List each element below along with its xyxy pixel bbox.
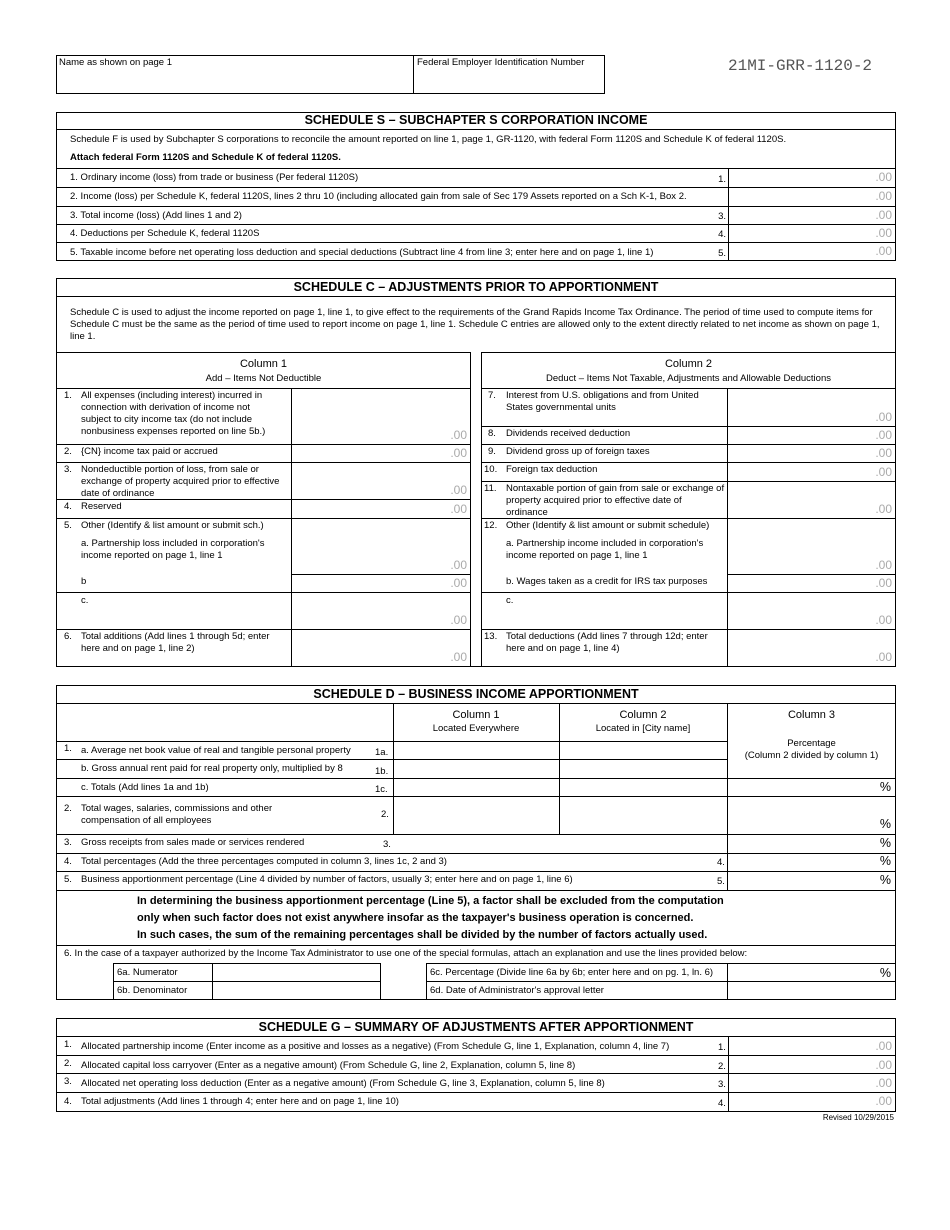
c-left-amount-1[interactable]: .00: [450, 428, 467, 442]
c-left-n4: 4.: [64, 501, 72, 512]
c-left-5b: b: [81, 576, 87, 587]
d-notice-1: In determining the business apportionment percentage (Line 5), a factor shall be excluded from the computation: [137, 895, 724, 907]
c-right-n12: 12.: [484, 520, 498, 531]
g-amount-2[interactable]: .00: [875, 1058, 892, 1072]
d-6b-label: 6b. Denominator: [117, 985, 188, 996]
g-amount-3[interactable]: .00: [875, 1076, 892, 1090]
fein-label: Federal Employer Identification Number: [417, 57, 585, 68]
c-left-3: Nondeductible portion of loss, from sale or exchange of property acquired prior to effective date of ordinance: [81, 464, 280, 499]
c-left-6: Total additions (Add lines 1 through 5d; enter here and on page 1, line 2): [81, 631, 270, 654]
c-left-5: Other (Identify & list amount or submit sch.): [81, 520, 264, 531]
d-line-5: Business apportionment percentage (Line 4 divided by number of factors, usually 3; enter here and on page 1, line 6): [81, 874, 573, 885]
schedule-d-title: SCHEDULE D – BUSINESS INCOME APPORTIONMENT: [313, 687, 639, 701]
c-left-amount-5c[interactable]: .00: [450, 613, 467, 627]
d-ref-4: 4.: [717, 857, 725, 868]
s-line-4: 4. Deductions per Schedule K, federal 1120S: [70, 228, 260, 239]
s-line-2: 2. Income (loss) per Schedule K, federal 1120S, lines 2 thru 10 (including allocated gain from sale of Sec 179 Assets reported on a Sch K-1, Box 2.: [70, 191, 687, 202]
d-n4: 4.: [64, 856, 72, 867]
d-ref-1b: 1b.: [375, 766, 389, 777]
c-right-amount-9[interactable]: .00: [875, 446, 892, 460]
c-left-amount-5a[interactable]: .00: [450, 558, 467, 572]
s-amount-4[interactable]: .00: [875, 226, 892, 240]
g-line-2: Allocated capital loss carryover (Enter as a negative amount) (From Schedule G, line 2, Explanation, column 5, line 8): [81, 1060, 576, 1071]
c-left-5c: c.: [81, 595, 89, 606]
d-ref-1c: 1c.: [375, 784, 388, 795]
c-right-amount-11[interactable]: .00: [875, 502, 892, 516]
c-right-9: Dividend gross up of foreign taxes: [506, 446, 650, 457]
d-line-6: 6. In the case of a taxpayer authorized by the Income Tax Administrator to use one of the special formulas, attach an explanation and use the lines provided below:: [64, 948, 748, 959]
s-amount-3[interactable]: .00: [875, 208, 892, 222]
d-pct-4[interactable]: %: [879, 854, 891, 868]
c-left-1: All expenses (including interest) incurred in connection with derivation of income not subject to city income tax (do not include nonbusiness expenses reported on line 5b.): [81, 390, 266, 437]
schedule-s-intro: Schedule F is used by Subchapter S corporations to reconcile the amount reported on line 1, page 1, GR-1120, with federal Form 1120S and Schedule K of federal 1120S.: [70, 134, 787, 145]
g-amount-1[interactable]: .00: [875, 1039, 892, 1053]
schedule-s-title: SCHEDULE S – SUBCHAPTER S CORPORATION INCOME: [304, 113, 648, 127]
d-col2-sub: Located in [City name]: [595, 723, 691, 734]
c-right-n8: 8.: [488, 428, 496, 439]
d-col3-title: Column 3: [787, 709, 836, 721]
d-6d-input[interactable]: [728, 982, 895, 999]
c-left-n5: 5.: [64, 520, 72, 531]
d-pct-6c[interactable]: %: [879, 966, 891, 980]
d-pct-3[interactable]: %: [879, 836, 891, 850]
d-col3-sub1: Percentage: [787, 738, 836, 749]
d-line-2: Total wages, salaries, commissions and other compensation of all employees: [81, 803, 273, 826]
c-right-n9: 9.: [488, 446, 496, 457]
s-line-1: 1. Ordinary income (loss) from trade or business (Per federal 1120S): [70, 172, 359, 183]
g-ref-1: 1.: [718, 1042, 726, 1053]
c-left-2: {CN} income tax paid or accrued: [81, 446, 218, 457]
c-right-13: Total deductions (Add lines 7 through 12d; enter here and on page 1, line 4): [506, 631, 708, 654]
c-col2-sub: Deduct – Items Not Taxable, Adjustments and Allowable Deductions: [546, 373, 831, 384]
g-ref-4: 4.: [718, 1098, 726, 1109]
c-right-n13: 13.: [484, 631, 498, 642]
s-amount-5[interactable]: .00: [875, 244, 892, 258]
d-notice-2: only when such factor does not exist anywhere insofar as the taxpayer's business operation is concerned.: [137, 912, 694, 924]
c-right-amount-12c[interactable]: .00: [875, 613, 892, 627]
c-left-n1: 1.: [64, 390, 72, 401]
d-notice-3: In such cases, the sum of the remaining percentages shall be divided by the number of factors actually used.: [137, 929, 708, 941]
g-n2: 2.: [64, 1058, 72, 1069]
s-line-3: 3. Total income (loss) (Add lines 1 and 2): [70, 210, 242, 221]
d-n3: 3.: [64, 837, 72, 848]
revised-date: Revised 10/29/2015: [822, 1113, 894, 1122]
c-right-amount-12a[interactable]: .00: [875, 558, 892, 572]
schedule-c-title: SCHEDULE C – ADJUSTMENTS PRIOR TO APPORTIONMENT: [293, 280, 659, 294]
d-6c-label: 6c. Percentage (Divide line 6a by 6b; enter here and on pg. 1, ln. 6): [430, 967, 714, 978]
d-ref-2: 2.: [381, 809, 389, 820]
s-amount-2[interactable]: .00: [875, 189, 892, 203]
d-n1: 1.: [64, 743, 72, 754]
d-6d-label: 6d. Date of Administrator's approval letter: [430, 985, 604, 996]
c-left-4: Reserved: [81, 501, 122, 512]
c-right-n7: 7.: [488, 390, 496, 401]
c-left-amount-6[interactable]: .00: [450, 650, 467, 664]
g-line-3: Allocated net operating loss deduction (Enter as a negative amount) (From Schedule G, line 3, Explanation, column 5, line 8): [81, 1078, 605, 1089]
s-num-4: 4.: [718, 229, 726, 240]
c-right-amount-12b[interactable]: .00: [875, 576, 892, 590]
schedule-c-intro: Schedule C is used to adjust the income reported on page 1, line 1, to give effect to the requirements of the Grand Rapids Income Tax Ordinance. The period of time used to compute items for Schedule C must be the same as the period of time used to report income on page 1, line 1. Schedule C entries are allowed only to the extent directly related to net income as shown on page 1, line 1.: [70, 307, 880, 342]
c-right-12c: c.: [506, 595, 514, 606]
schedule-g-title: SCHEDULE G – SUMMARY OF ADJUSTMENTS AFTER APPORTIONMENT: [258, 1020, 694, 1034]
s-num-1: 1.: [718, 174, 726, 185]
d-col2-title: Column 2: [619, 709, 667, 721]
c-left-n2: 2.: [64, 446, 72, 457]
c-right-12: Other (Identify & list amount or submit schedule): [506, 520, 710, 531]
c-right-7: Interest from U.S. obligations and from United States governmental units: [506, 390, 699, 413]
g-n1: 1.: [64, 1039, 72, 1050]
g-line-4: Total adjustments (Add lines 1 through 4; enter here and on page 1, line 10): [81, 1096, 399, 1107]
s-amount-1[interactable]: .00: [875, 170, 892, 184]
g-ref-3: 3.: [718, 1079, 726, 1090]
g-ref-2: 2.: [718, 1061, 726, 1072]
s-line-5: 5. Taxable income before net operating loss deduction and special deductions (Subtract line 4 from line 3; enter here and on page 1, line 1): [70, 247, 654, 258]
name-label: Name as shown on page 1: [59, 57, 173, 68]
d-col1-sub: Located Everywhere: [432, 723, 520, 734]
d-pct-1c[interactable]: %: [879, 780, 891, 794]
d-n2: 2.: [64, 803, 72, 814]
g-line-1: Allocated partnership income (Enter income as a positive and losses as a negative) (From Schedule G, line 1, Explanation, column 4, line 7): [81, 1041, 670, 1052]
c-right-amount-8[interactable]: .00: [875, 428, 892, 442]
c-left-n6: 6.: [64, 631, 72, 642]
c-right-amount-13[interactable]: .00: [875, 650, 892, 664]
d-6a-label: 6a. Numerator: [117, 967, 178, 978]
c-right-8: Dividends received deduction: [506, 428, 631, 439]
g-n3: 3.: [64, 1076, 72, 1087]
c-right-amount-10[interactable]: .00: [875, 465, 892, 479]
c-right-12a: a. Partnership income included in corporation's income reported on page 1, line 1: [506, 538, 704, 561]
d-6b-input[interactable]: [213, 982, 380, 999]
schedule-s-attach: Attach federal Form 1120S and Schedule K of federal 1120S.: [70, 152, 341, 163]
d-line-1c: c. Totals (Add lines 1a and 1b): [81, 782, 209, 793]
c-right-amount-7[interactable]: .00: [875, 410, 892, 424]
c-left-5a: a. Partnership loss included in corporation's income reported on page 1, line 1: [81, 538, 265, 561]
g-amount-4[interactable]: .00: [875, 1094, 892, 1108]
c-right-10: Foreign tax deduction: [506, 464, 598, 475]
c-left-amount-5b[interactable]: .00: [450, 576, 467, 590]
d-ref-1a: 1a.: [375, 747, 389, 758]
d-6a-input[interactable]: [213, 964, 380, 980]
d-line-3: Gross receipts from sales made or services rendered: [81, 837, 305, 848]
d-col3-sub2: (Column 2 divided by column 1): [744, 750, 879, 761]
c-col1-title: Column 1: [239, 358, 288, 370]
form-code: 21MI-GRR-1120-2: [728, 57, 873, 75]
c-col1-sub: Add – Items Not Deductible: [205, 373, 322, 384]
c-right-n11: 11.: [484, 483, 497, 494]
d-pct-2[interactable]: %: [879, 817, 891, 831]
d-col1-title: Column 1: [452, 709, 500, 721]
d-line-1a: a. Average net book value of real and tangible personal property: [81, 745, 351, 756]
d-ref-5: 5.: [717, 876, 725, 887]
c-right-11: Nontaxable portion of gain from sale or exchange of property acquired prior to effective date of ordinance: [506, 483, 725, 518]
c-right-n10: 10.: [484, 464, 498, 475]
c-right-12b: b. Wages taken as a credit for IRS tax purposes: [506, 576, 708, 587]
c-left-amount-4[interactable]: .00: [450, 502, 467, 516]
c-left-n3: 3.: [64, 464, 72, 475]
c-left-amount-2[interactable]: .00: [450, 446, 467, 460]
s-num-3: 3.: [718, 211, 726, 222]
d-line-1b: b. Gross annual rent paid for real property only, multiplied by 8: [81, 763, 343, 774]
d-n5: 5.: [64, 874, 72, 885]
c-col2-title: Column 2: [664, 358, 713, 370]
s-num-5: 5.: [718, 248, 726, 259]
d-ref-3: 3.: [383, 839, 391, 850]
d-pct-5[interactable]: %: [879, 873, 891, 887]
g-n4: 4.: [64, 1096, 72, 1107]
c-left-amount-3[interactable]: .00: [450, 483, 467, 497]
d-line-4: Total percentages (Add the three percentages computed in column 3, lines 1c, 2 and 3): [81, 856, 447, 867]
